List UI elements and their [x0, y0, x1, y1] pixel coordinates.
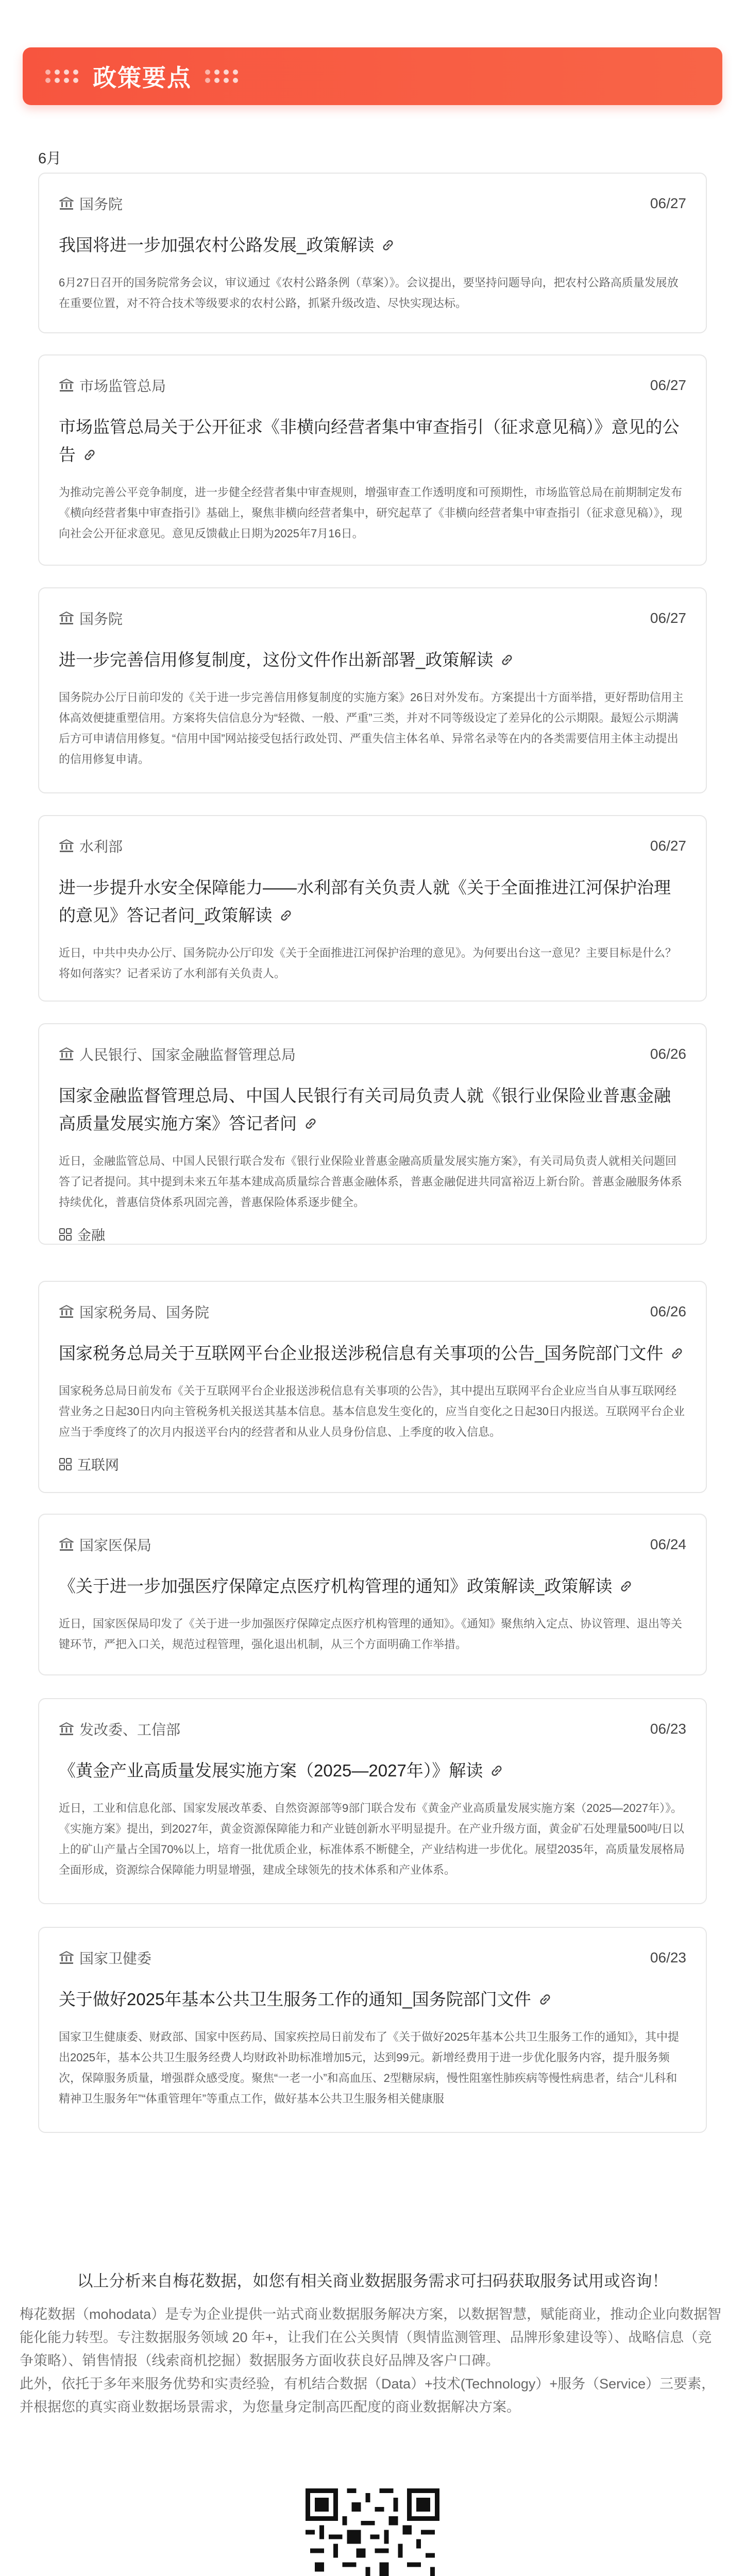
card-title-link[interactable]: 我国将进一步加强农村公路发展_政策解读 [59, 231, 686, 259]
card-source: 国务院 [79, 196, 123, 212]
link-icon[interactable] [278, 908, 294, 923]
card-date: 06/26 [650, 1046, 686, 1062]
policy-card[interactable] [38, 1514, 707, 1675]
card-summary: 近日，中共中央办公厅、国务院办公厅印发《关于全面推进江河保护治理的意见》。为何要出台这一意见？主要目标是什么？将如何落实？记者采访了水利部有关负责人。 [59, 946, 677, 980]
link-icon[interactable] [303, 1116, 318, 1131]
company-description [20, 2303, 725, 2419]
card-summary: 6月27日召开的国务院常务会议，审议通过《农村公路条例（草案）》。会议提出，要坚持问题导向，把农村公路高质量发展放在重要位置，对不符合技术等级要求的农村公路，抓紧升级改造、尽快实现达标。 [59, 276, 679, 310]
government-building-icon [59, 1722, 74, 1736]
card-title-link[interactable]: 《关于进一步加强医疗保障定点医疗机构管理的通知》政策解读_政策解读 [59, 1572, 686, 1600]
page-title: 政策要点 [93, 64, 192, 91]
card-summary: 近日，工业和信息化部、国家发展改革委、自然资源部等9部门联合发布《黄金产业高质量发展实施方案（2025—2027年）》。《实施方案》提出，到2027年，黄金资源保障能力和产业链创新水平明显提升。在产业升级方面，黄金矿石处理量500吨/日以上的矿山产量占全国70%以上，培育一批优质企业，标准体系不断健全，产业结构进一步优化。展望2035年，高质量发展格局全面形成，资源综合保障能力明显增强，建成全球领先的技术体系和产业体系。 [59, 1802, 685, 1876]
card-date: 06/26 [650, 1303, 686, 1319]
card-source: 水利部 [79, 839, 123, 855]
card-source: 市场监管总局 [79, 378, 166, 394]
policy-card[interactable] [38, 1281, 707, 1493]
link-icon[interactable] [669, 1346, 685, 1361]
tag-label: 互联网 [77, 1458, 119, 1473]
card-title-link[interactable]: 关于做好2025年基本公共卫生服务工作的通知_国务院部门文件 [59, 1986, 686, 2013]
grid-icon [59, 1458, 72, 1471]
qr-code-icon [306, 2488, 439, 2576]
link-icon[interactable] [537, 1992, 553, 2007]
card-title-link[interactable]: 进一步提升水安全保障能力——水利部有关负责人就《关于全面推进江河保护治理的意见》答记者问_政策解读 [59, 878, 671, 925]
card-date: 06/23 [650, 1950, 686, 1965]
card-date: 06/27 [650, 838, 686, 854]
policy-card[interactable] [38, 1023, 707, 1245]
tag-label: 金融 [77, 1228, 105, 1243]
government-building-icon [59, 1951, 74, 1965]
link-icon[interactable] [380, 238, 396, 253]
card-title-link[interactable]: 国家金融监督管理总局、中国人民银行有关司局负责人就《银行业保险业普惠金融高质量发展实施方案》答记者问 [59, 1086, 671, 1133]
card-date: 06/27 [650, 195, 686, 211]
company-description-paragraph: 梅花数据（mohodata）是专为企业提供一站式商业数据服务解决方案，以数据智慧，赋能商业，推动企业向数据智能化能力转型。专注数据服务领域 20 年+，让我们在公关舆情（舆情监测管理、品牌形象建设等）、战略信息（竞争策略）、销售情报（线索商机挖掘）数据服务方面收获良好品牌及客户口碑。 [20, 2307, 722, 2368]
policy-card[interactable] [38, 173, 707, 333]
government-building-icon [59, 1047, 74, 1061]
policy-card[interactable] [38, 587, 707, 793]
card-source: 国务院 [79, 611, 123, 627]
card-title-link[interactable]: 市场监管总局关于公开征求《非横向经营者集中审查指引（征求意见稿）》意见的公告 [59, 417, 680, 464]
government-building-icon [59, 196, 74, 211]
government-building-icon [59, 839, 74, 853]
card-summary: 近日，国家医保局印发了《关于进一步加强医疗保障定点医疗机构管理的通知》。《通知》聚焦纳入定点、协议管理、退出等关键环节，严把入口关，规范过程管理，强化退出机制，从三个方面明确工作举措。 [59, 1617, 683, 1651]
card-summary: 为推动完善公平竞争制度，进一步健全经营者集中审查规则，增强审查工作透明度和可预期性，市场监管总局在前期制定发布《横向经营者集中审查指引》基础上，聚焦非横向经营者集中，研究起草了《非横向经营者集中审查指引（征求意见稿）》，现向社会公开征求意见。意见反馈截止日期为2025年7月16日。 [59, 486, 683, 540]
link-icon[interactable] [82, 447, 97, 463]
card-date: 06/24 [650, 1536, 686, 1552]
card-title-link[interactable]: 进一步完善信用修复制度，这份文件作出新部署_政策解读 [59, 646, 686, 674]
card-title-link[interactable]: 国家税务总局关于互联网平台企业报送涉税信息有关事项的公告_国务院部门文件 [59, 1340, 686, 1367]
card-source: 国家医保局 [79, 1537, 152, 1553]
link-icon[interactable] [489, 1763, 504, 1778]
month-label: 6月 [38, 150, 62, 167]
card-title-link[interactable]: 《黄金产业高质量发展实施方案（2025—2027年）》解读 [59, 1757, 686, 1785]
card-summary: 国家税务总局日前发布《关于互联网平台企业报送涉税信息有关事项的公告》，其中提出互联网平台企业应当自从事互联网经营业务之日起30日内向主管税务机关报送其基本信息。基本信息发生变化的，应当自变化之日起30日内报送。互联网平台企业应当于季度终了的次月内报送平台内的经营者和从业人员身份信息、上季度的收入信息。 [59, 1384, 685, 1438]
card-summary: 国家卫生健康委、财政部、国家中医药局、国家疾控局日前发布了《关于做好2025年基本公共卫生服务工作的通知》，其中提出2025年，基本公共卫生服务经费人均财政补助标准增加5元，达到99元。新增经费用于进一步优化服务内容，提升服务频次，保障服务质量，增强群众感受度。聚焦“一老一小”和高血压、2型糖尿病，慢性阻塞性肺疾病等慢性病患者，结合“儿科和精神卫生服务年”“体重管理年”等重点工作，做好基本公共卫生服务相关健康服 [59, 2030, 679, 2105]
link-icon[interactable] [618, 1579, 634, 1594]
industry-tag[interactable] [59, 1224, 686, 1244]
decoration-dots-right [205, 70, 238, 83]
card-summary: 近日，金融监管总局、中国人民银行联合发布《银行业保险业普惠金融高质量发展实施方案》，有关司局负责人就相关问题回答了记者提问。其中提到未来五年基本建成高质量综合普惠金融体系，普惠金融促进共同富裕迈上新台阶。普惠金融服务体系持续优化，普惠信贷体系巩固完善，普惠保险体系逐步健全。 [59, 1155, 683, 1209]
industry-tag[interactable] [59, 1454, 686, 1474]
card-date: 06/23 [650, 1721, 686, 1737]
company-description-paragraph: 此外，依托于多年来服务优势和实责经验，有机结合数据（Data）+技术(Technology）+服务（Service）三要素，并根据您的真实商业数据场景需求，为您量身定制高匹配度的商业数据解决方案。 [20, 2376, 716, 2415]
card-date: 06/27 [650, 610, 686, 626]
policy-card[interactable] [38, 815, 707, 1002]
government-building-icon [59, 1304, 74, 1319]
government-building-icon [59, 378, 74, 393]
footer-lead-text: 以上分析来自梅花数据，如您有相关商业数据服务需求可扫码获取服务试用或咨询！ [77, 2272, 668, 2290]
policy-card[interactable] [38, 354, 707, 566]
policy-card[interactable] [38, 1698, 707, 1904]
card-date: 06/27 [650, 377, 686, 393]
link-icon[interactable] [499, 652, 515, 668]
government-building-icon [59, 1537, 74, 1552]
policy-card[interactable] [38, 1927, 707, 2133]
card-source: 人民银行、国家金融监督管理总局 [79, 1047, 296, 1063]
card-summary: 国务院办公厅日前印发的《关于进一步完善信用修复制度的实施方案》26日对外发布。方案提出十方面举措，更好帮助信用主体高效便捷重塑信用。方案将失信信息分为“轻微、一般、严重”三类，并对不同等级设定了差异化的公示期限。最短公示期满后方可申请信用修复。“信用中国”网站接受包括行政处罚、严重失信主体名单、异常名录等在内的各类需要信用主体主动提出的信用修复申请。 [59, 691, 684, 766]
card-source: 国家税务局、国务院 [79, 1304, 210, 1320]
card-source: 发改委、工信部 [79, 1722, 181, 1738]
government-building-icon [59, 611, 74, 625]
card-source: 国家卫健委 [79, 1951, 152, 1967]
policy-header-banner [23, 47, 722, 105]
decoration-dots-left [45, 70, 78, 83]
grid-icon [59, 1228, 72, 1241]
